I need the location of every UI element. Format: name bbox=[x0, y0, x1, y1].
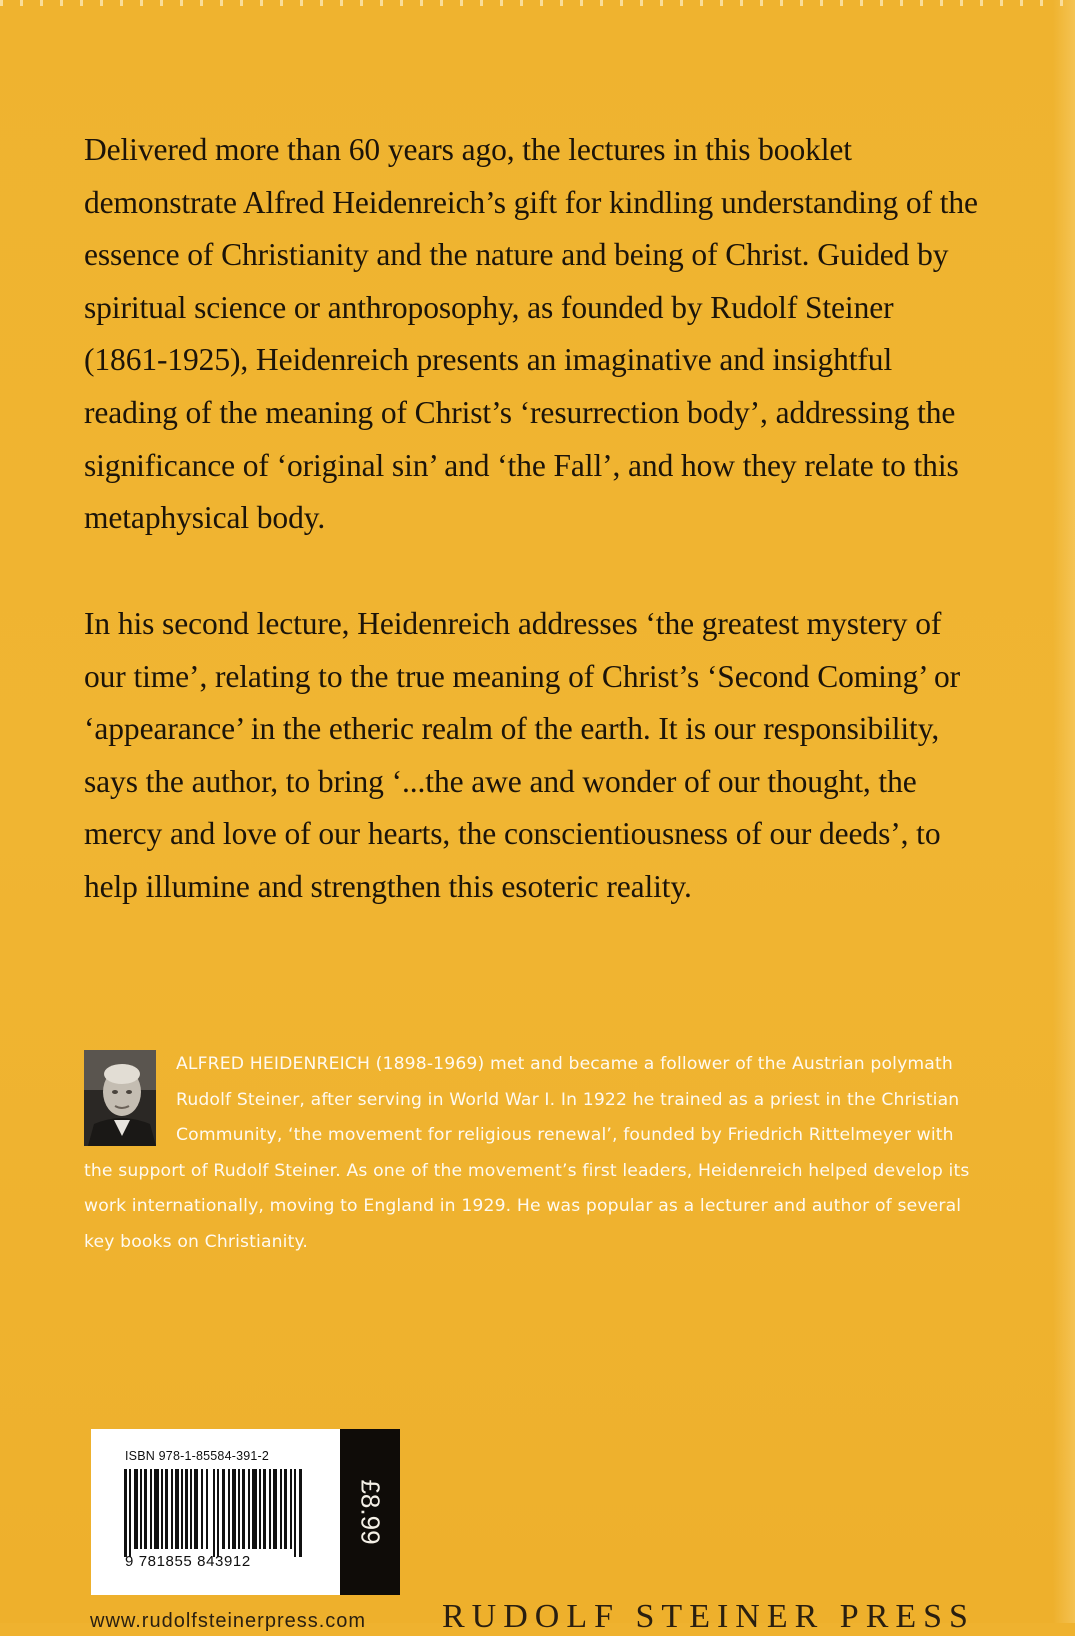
blurb-paragraph-2: In his second lecture, Heidenreich addresses ‘the greatest mystery of our time’, relating to the true meaning of Christ’s ‘Second Coming’ or ‘appearance’ in the etheric realm of the earth. It is our responsibility, says the author, to bring ‘...the awe and wonder of our thought, the mercy and love of our hearts, the conscientiousness of our deeds’, to help illumine and strengthen this esoteric reality. bbox=[84, 606, 960, 904]
publisher-website: www.rudolfsteinerpress.com bbox=[90, 1610, 367, 1632]
isbn-label: ISBN 978-1-85584-391-2 bbox=[125, 1449, 270, 1463]
author-bio-text: ALFRED HEIDENREICH (1898-1969) met and became a follower of the Austrian polymath Rudolf Steiner, after serving in World War I. In 1922 he trained as a priest in the Christian Community, ‘the movement for religious renewal’, founded by Friedrich Rittelmeyer with the support of Rudolf Steiner. As one of the movement’s first leaders, Heidenreich helped develop its work internationally, moving to England in 1929. He was popular as a lecturer and author of several key books on Christianity. bbox=[84, 1054, 970, 1252]
barcode-icon bbox=[117, 1469, 317, 1557]
barcode-panel bbox=[91, 1429, 340, 1595]
publisher-name: RUDOLF STEINER PRESS bbox=[442, 1598, 975, 1635]
price-panel bbox=[340, 1429, 400, 1595]
cover-top-edge bbox=[0, 0, 1075, 6]
author-bio bbox=[84, 1047, 984, 1261]
ean-digits: 9 781855 843912 bbox=[125, 1553, 251, 1570]
cover-right-edge bbox=[1053, 0, 1075, 1623]
author-portrait bbox=[84, 1050, 156, 1146]
blurb-paragraph-1: Delivered more than 60 years ago, the lectures in this booklet demonstrate Alfred Heidenreich’s gift for kindling understanding of the essence of Christianity and the nature and being of Christ. Guided by spiritual science or anthroposophy, as founded by Rudolf Steiner (1861-1925), Heidenreich presents an imaginative and insightful reading of the meaning of Christ’s ‘resurrection body’, addressing the significance of ‘original sin’ and ‘the Fall’, and how they relate to this metaphysical body. bbox=[84, 132, 978, 536]
price-label: £8.99 bbox=[355, 1479, 386, 1545]
author-portrait-image bbox=[84, 1050, 156, 1146]
